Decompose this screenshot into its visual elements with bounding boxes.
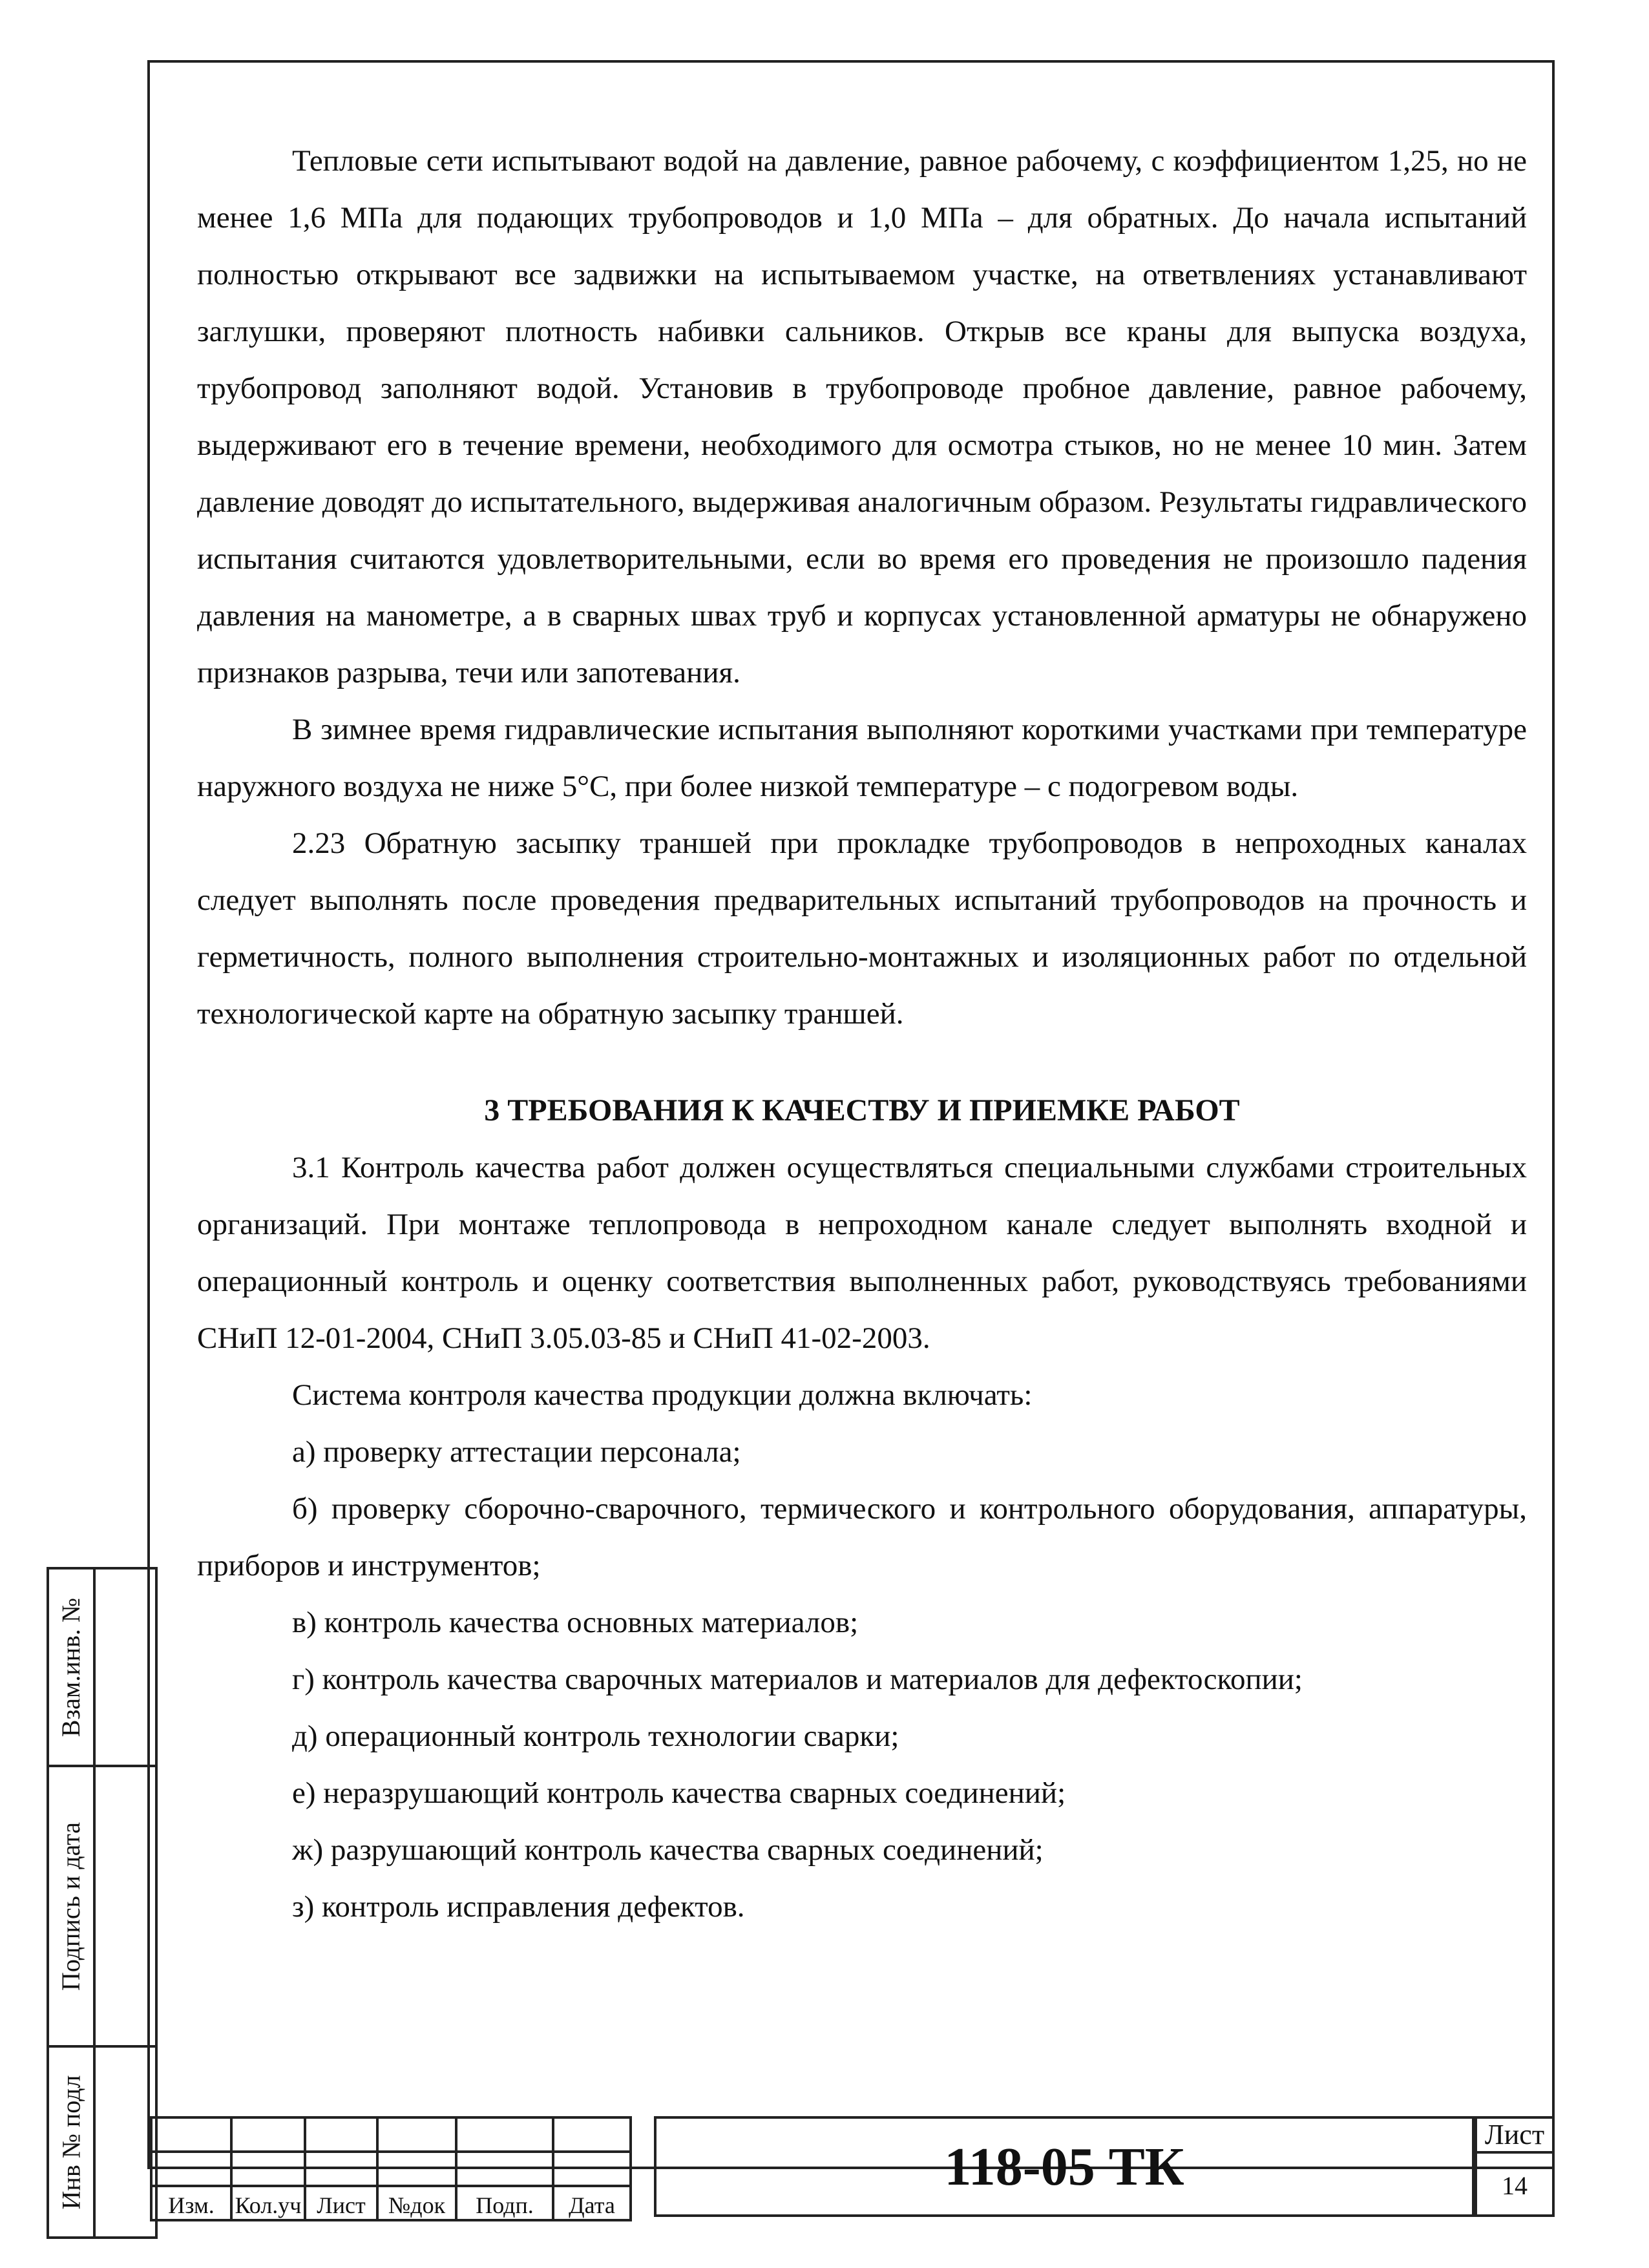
sheet-box (1475, 2116, 1555, 2217)
side-stamp-inv (47, 2045, 158, 2239)
title-block-col-list: Лист (305, 2186, 377, 2220)
side-label-zam: Взам.инв. № (56, 1597, 86, 1737)
document-code: 118-05 ТК (654, 2116, 1475, 2217)
list-item: а) проверку аттестации персонала; (292, 1435, 741, 1469)
side-stamp-podpis (47, 1765, 158, 2048)
sheet-label: Лист (1477, 2119, 1552, 2154)
list-item: в) контроль качества основных материалов; (292, 1606, 859, 1639)
list-item: д) операционный контроль технологии сварки; (292, 1719, 899, 1753)
paragraph: 2.23 Обратную засыпку траншей при прокладке трубопроводов в непроходных каналах следует выполнять после проведения предварительных испытаний трубопроводов на прочность и герметичность, полного выполнения строительно-монтажных и изоляционных работ по отдельной технологической карте на обратную засыпку траншей. (197, 826, 1527, 1031)
paragraph: В зимнее время гидравлические испытания выполняют короткими участками при температуре наружного воздуха не ниже 5°С, при более низкой температуре – с подогревом воды. (197, 713, 1527, 803)
list-item: г) контроль качества сварочных материалов и материалов для дефектоскопии; (292, 1663, 1303, 1696)
title-block-col-ndoc: №док (377, 2186, 456, 2220)
paragraph: 3.1 Контроль качества работ должен осуществляться специальными службами строительных организаций. При монтаже теплопровода в непроходном канале следует выполнять входной и операционный контроль и оценку соответствия выполненных работ, руководствуясь требованиями СНиП 12-01-2004, СНиП 3.05.03-85 и СНиП 41-02-2003. (197, 1151, 1527, 1355)
side-label-inv: Инв № подл (56, 2075, 86, 2209)
side-stamp-zam (47, 1567, 158, 1767)
title-block-col-data: Дата (553, 2186, 631, 2220)
list-item: ж) разрушающий контроль качества сварных соединений; (292, 1833, 1044, 1867)
section-heading: 3 ТРЕБОВАНИЯ К КАЧЕСТВУ И ПРИЕМКЕ РАБОТ (484, 1093, 1240, 1128)
paragraph: Система контроля качества продукции должна включать: (292, 1378, 1033, 1412)
side-label-podpis: Подпись и дата (56, 1822, 86, 1991)
sheet-number: 14 (1502, 2170, 1528, 2200)
title-block-col-izm: Изм. (151, 2186, 231, 2220)
list-item: е) неразрушающий контроль качества сварных соединений; (292, 1776, 1066, 1810)
title-block-col-kolvo: Кол.уч (231, 2186, 305, 2220)
list-item: з) контроль исправления дефектов. (292, 1890, 745, 1924)
list-item: б) проверку сборочно-сварочного, термического и контрольного оборудования, аппаратуры, приборов и инструментов; (197, 1492, 1527, 1582)
document-body (197, 132, 1527, 1935)
paragraph: Тепловые сети испытывают водой на давление, равное рабочему, с коэффициентом 1,25, но не менее 1,6 МПа для подающих трубопроводов и 1,0 МПа – для обратных. До начала испытаний полностью открывают все задвижки на испытываемом участке, на ответвлениях устанавливают заглушки, проверяют плотность набивки сальников. Открыв все краны для выпуска воздуха, трубопровод заполняют водой. Установив в трубопроводе пробное давление, равное рабочему, выдерживают его в течение времени, необходимого для осмотра стыков, но не менее 10 мин. Затем давление доводят до испытательного, выдерживая аналогичным образом. Результаты гидравлического испытания считаются удовлетворительными, если во время его проведения не произошло падения давления на манометре, а в сварных швах труб и корпусах установленной арматуры не обнаружено признаков разрыва, течи или запотевания. (197, 144, 1527, 689)
title-block-col-podp: Подп. (456, 2186, 553, 2220)
title-block (150, 2116, 632, 2221)
